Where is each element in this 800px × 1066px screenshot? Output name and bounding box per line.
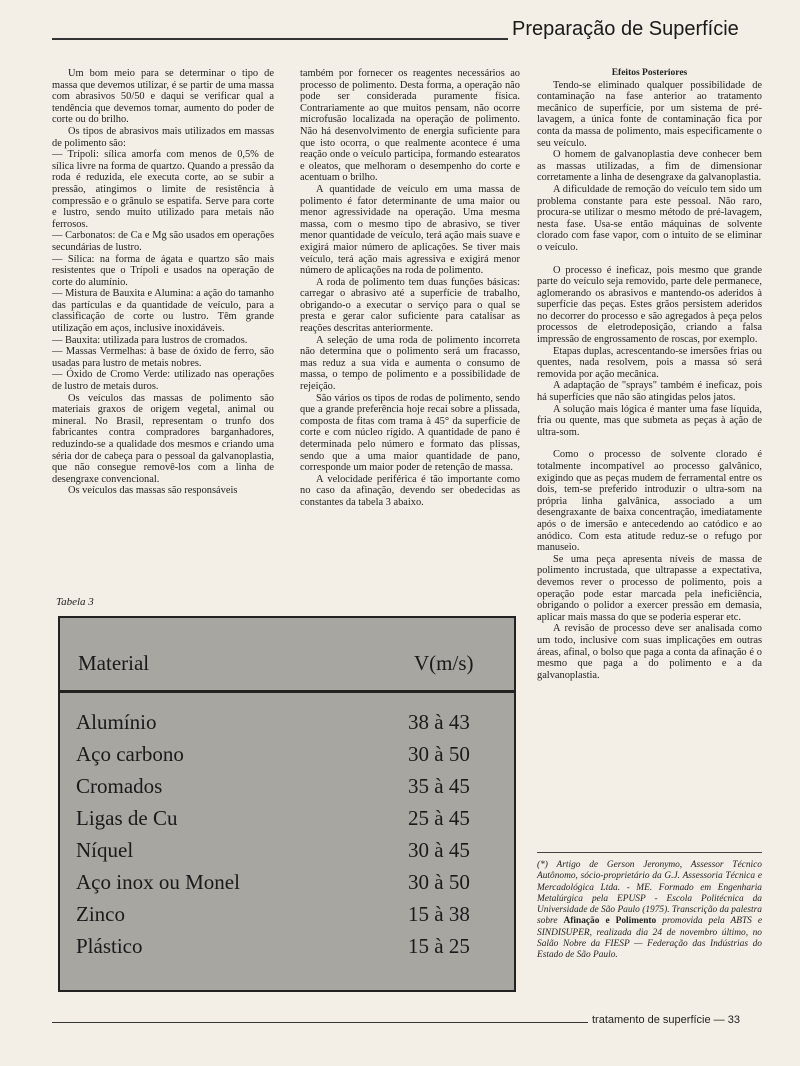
table-row	[60, 902, 514, 934]
cell-velocity: 15 à 25	[408, 934, 470, 958]
section-title: Efeitos Posteriores	[611, 68, 688, 78]
cell-material: Alumínio	[76, 710, 157, 734]
paragraph: Os veículos das massas de polimento são materiais graxos de origem vegetal, animal ou mineral. No Brasil, representam o trunfo dos fabricantes contra compradores barganhadores, reduzindo-se a qualidade dos mesmos e criando uma séria dor de cabeça para o pessoal da galvanoplastia, que não consegue removê-los com a linha de desengraxe convencional.	[52, 392, 274, 485]
paragraph: A quantidade de veículo em uma massa de polimento é fator determinante de uma maior ou menor agressividade na operação. Uma mesma massa, com o mesmo tipo de abrasivo, se tiver menor quantidade de veículo, terá ação mais suave e exigirá maior número de aplicações. Se tiver mais veículo, terá ação mais agressiva e exigirá menor número de aplicações na roda de polimento.	[300, 183, 520, 277]
table-row	[60, 934, 514, 966]
list-item-bauxita-alumina: — Mistura de Bauxita e Alumina: a ação do tamanho das partículas e da quantidade de veículo, para a classificação de corte ou lustro. Têm grande utilização em aços, inclusive inoxidáveis.	[52, 288, 274, 335]
paragraph: Os veículos das massas são responsáveis	[68, 485, 238, 497]
list-item-carbonatos: — Carbonatos: de Ca e Mg são usados em operações secundárias de lustro.	[52, 230, 274, 253]
paragraph: Se uma peça apresenta níveis de massa de polimento incrustada, que ultrapasse a expectativa, devemos rever o processo de polimento, pois a operação pode estar marcada pela ineficiência, obrigando o polidor a exercer pressão em demasia, aplicar mais massa do que se poderia esperar etc.	[537, 553, 762, 623]
header-velocity: V(m/s)	[414, 651, 474, 675]
footer-rule	[52, 1022, 588, 1023]
footnote-text-end: promovida pela ABTS e SINDISUPER, realizada dia 24 de novembro último, no Salão Nobre da FIESP — Federação das Indústrias do Estado de São Paulo.	[537, 916, 763, 961]
table-caption: Tabela 3	[56, 596, 94, 608]
cell-material: Cromados	[76, 774, 163, 798]
list-item-oxido-cromo: — Óxido de Cromo Verde: utilizado nas operações de lustro de metais duros.	[52, 369, 274, 393]
paragraph: A dificuldade de remoção do veículo tem sido um problema constante para este pessoal. Não raro, procura-se utilizar o mesmo método de pré-lavagem, nesta fase. Usa-se então máquinas de solvente clorado com fase vapor, com o intuito de se eliminar o veículo.	[537, 183, 762, 253]
cell-material: Ligas de Cu	[76, 806, 178, 830]
paragraph: Como o processo de solvente clorado é totalmente incompatível ao processo galvânico, exigindo que as peças mudem de ferramental entre os dois, tem-se preferido introduzir o ultra-som na própria linha galvânica, associado a um desengraxante de baixa concentração, imediatamente após o de imersão e antecedendo ao catódico e ao anódico. Com esta atitude reduz-se o refugo por manuseio.	[537, 449, 762, 554]
table-row	[60, 742, 514, 774]
table-row	[60, 710, 514, 742]
cell-material: Zinco	[76, 902, 125, 926]
table-row	[60, 774, 514, 806]
paragraph: A solução mais lógica é manter uma fase líquida, fria ou quente, mas que submeta as peças à ação de ultra-som.	[537, 403, 762, 438]
paragraph: A revisão de processo deve ser analisada como um todo, inclusive com suas implicações em outras áreas, afinal, o bolso que paga a conta da afinação é o mesmo que paga a do polimento e a da galvanoplastia.	[537, 623, 762, 681]
footnote-rule	[537, 852, 762, 853]
list-item-bauxita: — Bauxita: utilizada para lustros de cromados.	[52, 334, 248, 346]
list-item-tripoli: — Trípoli: sílica amorfa com menos de 0,5% de sílica livre na forma de quartzo. Quando a pressão da roda é reduzida, ele executa corte, ao se subir a pressão, atingimos o limite de resistência à compressão e o grânulo se espatifa. Serve para corte e lustro, sendo muito utilizado para metais não ferrosos.	[52, 149, 274, 230]
text-column-3	[537, 68, 762, 681]
speed-table	[58, 616, 516, 992]
list-item-massas-vermelhas: — Massas Vermelhas: à base de óxido de ferro, são usadas para lustro de metais nobres.	[52, 346, 274, 369]
page-footer: tratamento de superfície — 33	[592, 1014, 740, 1026]
paragraph: A velocidade periférica é tão importante como no caso da afinação, devendo ser obedecidas as constantes da tabela 3 abaixo.	[300, 473, 520, 508]
paragraph: O homem de galvanoplastia deve conhecer bem as massas utilizadas, a fim de dimensionar corretamente a linha de desengraxe da galvanoplastia.	[537, 149, 762, 184]
cell-material: Aço carbono	[76, 742, 184, 766]
cell-velocity: 30 à 50	[408, 742, 470, 766]
paragraph: O processo é ineficaz, pois mesmo que grande parte do veículo seja removido, parte dele permanece, aglomerando os abrasivos e mantendo-os aderidos à superfície das peças. Estes grãos persistem aderidos no decorrer do processo e são agregados à peça pelos processos de eletrodeposição, criando a falsa impressão de engrossamento de roscas, por exemplo.	[537, 264, 762, 346]
cell-material: Aço inox ou Monel	[76, 870, 240, 894]
footnote-bold-title: Afinação e Polimento	[563, 916, 657, 927]
cell-velocity: 15 à 38	[408, 902, 470, 926]
table-row	[60, 806, 514, 838]
cell-velocity: 35 à 45	[408, 774, 470, 798]
paragraph: Tendo-se eliminado qualquer possibilidade de contaminação na fase anterior ao tratamento mecânico de superfície, por um sistema de pré-lavagem, a única fonte de contaminação fica por conta da massa de polimento, mais especificamente o seu veículo.	[537, 79, 762, 149]
table-header	[60, 618, 514, 693]
page-section-title: Preparação de Superfície	[512, 18, 739, 40]
table-row	[60, 870, 514, 902]
text-column-2	[300, 68, 520, 509]
text-column-1	[52, 68, 274, 497]
header-material: Material	[78, 651, 150, 675]
paragraph: A adaptação de "sprays" também é ineficaz, pois há superfícies que não são atingidas pelos jatos.	[537, 380, 762, 404]
paragraph: Os tipos de abrasivos mais utilizados em massas de polimento são:	[52, 125, 274, 149]
paragraph: Um bom meio para se determinar o tipo de massa que devemos utilizar, é se partir de uma massa com abrasivos 50/50 e daqui se verificar qual a tendência que devemos tomar, aumento do poder de corte ou do brilho.	[52, 68, 274, 126]
cell-velocity: 25 à 45	[408, 806, 470, 830]
cell-material: Níquel	[76, 838, 134, 862]
footnote	[537, 860, 762, 962]
paragraph: São vários os tipos de rodas de polimento, sendo que a grande preferência hoje recai sobre a plissada, composta de fitas com trama à 45° da superfície de corte e com núcleo rígido. A quantidade de pano é determinada pelo número e formato das plissas, sendo que a uma maior quantidade de pano, corresponde um maior poder de retenção de massa.	[300, 392, 520, 474]
cell-material: Plástico	[76, 934, 143, 958]
paragraph: A roda de polimento tem duas funções básicas: carregar o abrasivo até a superfície de trabalho, obrigando-o a executar o serviço para o qual se presta e gerar calor suficiente para catalisar as reações descritas anteriormente.	[300, 276, 520, 335]
paragraph: A seleção de uma roda de polimento incorreta não determina que o polimento será um fracasso, mas reduz a sua vida e aumenta o consumo de massa, o tempo de polimento e a possibilidade de rejeição.	[300, 334, 520, 393]
table-row	[60, 838, 514, 870]
header-rule	[52, 38, 508, 40]
paragraph: Etapas duplas, acrescentando-se imersões frias ou quentes, nada resolvem, pois a massa só será removida por ação mecânica.	[537, 345, 762, 380]
paragraph: também por fornecer os reagentes necessários ao processo de polimento. Desta forma, a operação não pode ser considerada puramente física. Contrariamente ao que muitos pensam, não ocorre microfusão localizada na operação de polimento. Não há desenvolvimento de energia suficiente para que isto ocorra, o que realmente acontece é uma reação onde o veículo participa, formando estearatos e oleatos, que melhoram o desempenho do corte e acentuam o brilho.	[300, 68, 520, 184]
cell-velocity: 30 à 50	[408, 870, 470, 894]
footnote-text: (*) Artigo de Gerson Jeronymo, Assessor Técnico Autônomo, sócio-proprietário da G.J. Assessoria Técnica e Mercadológica Ltda. - ME. Formado em Engenharia Metalúrgica pela EPUSP - Escola Politécnica da Universidade de São Paulo (1975). Transcrição da palestra sobre	[537, 860, 762, 927]
cell-velocity: 30 à 45	[408, 838, 470, 862]
cell-velocity: 38 à 43	[408, 710, 470, 734]
list-item-silica: — Sílica: na forma de ágata e quartzo são mais resistentes que o Trípoli e usados na operação de corte do alumínio.	[52, 253, 274, 288]
